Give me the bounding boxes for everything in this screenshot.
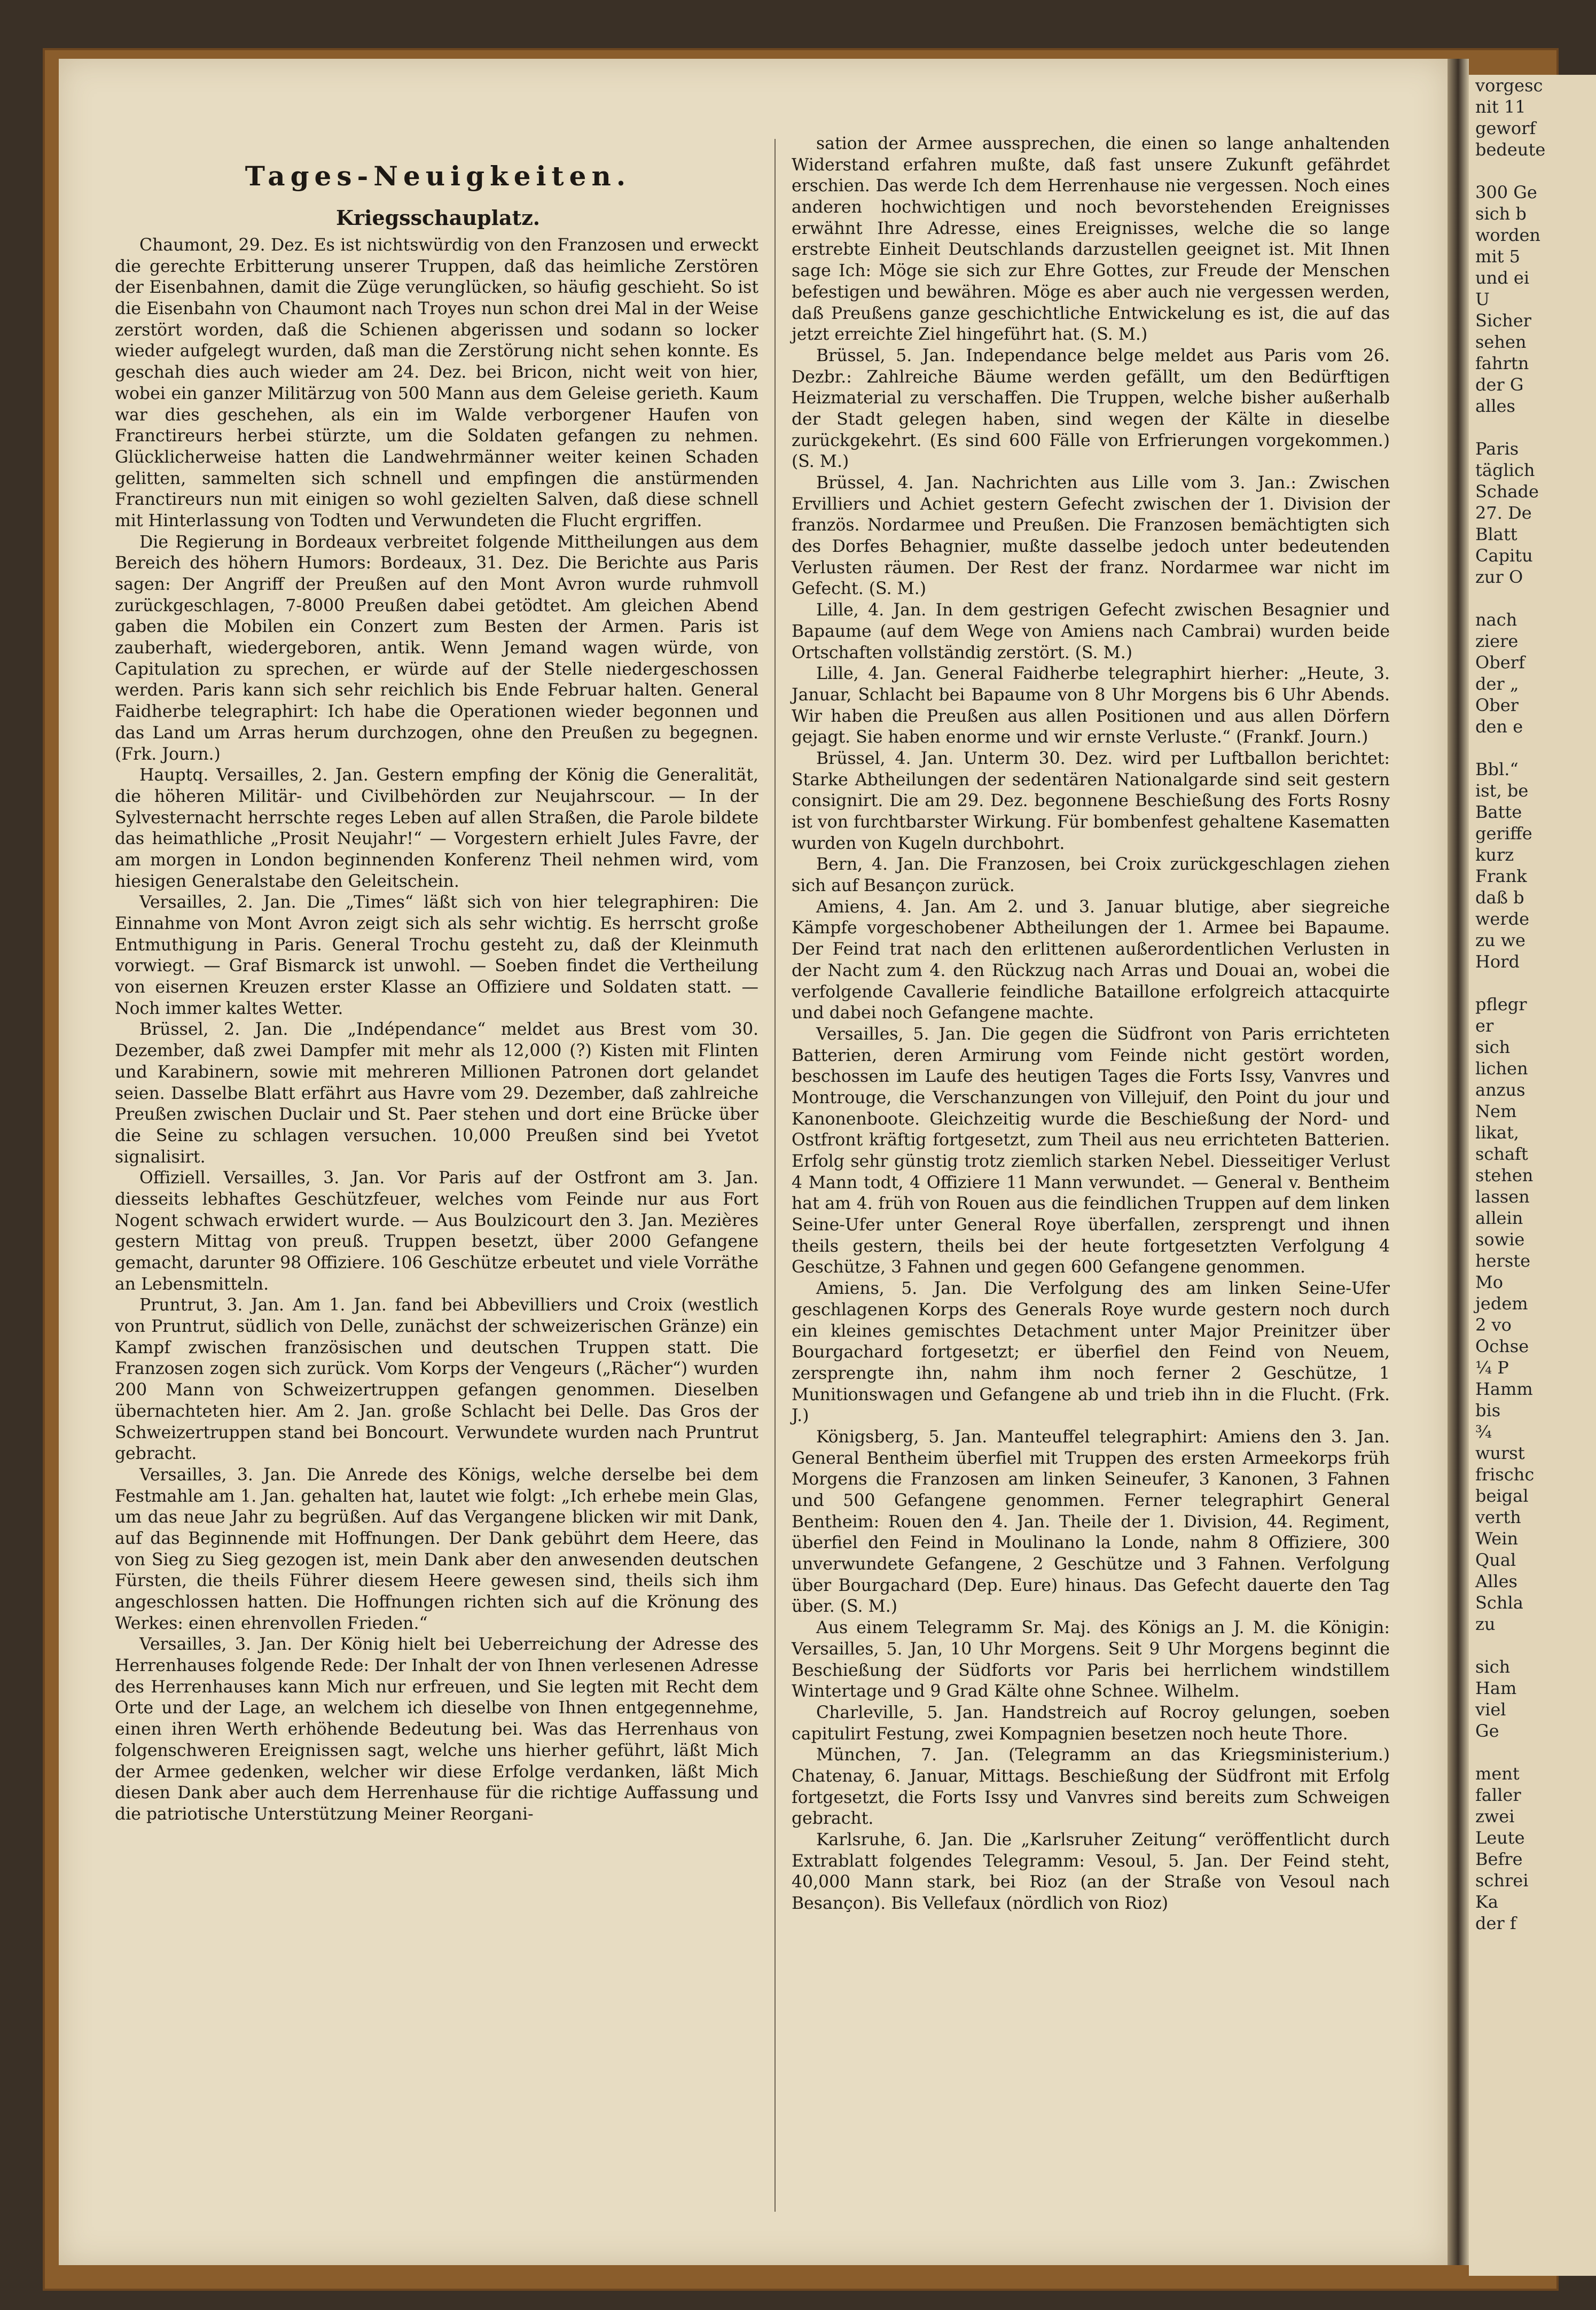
fragment-line xyxy=(1475,737,1596,759)
fragment-line: Alles xyxy=(1475,1571,1517,1591)
article-paragraph: Lille, 4. Jan. General Faidherbe telegraphirt hierher: „Heute, 3. Januar, Schlacht bei Bapaume von 8 Uhr Morgens bis 6 Uhr Abends. Wir haben die Preußen aus allen Positionen und aus allen Dörfern gejagt. Sie haben enorme und wir ernste Verluste.“ (Frankf. Journ.) xyxy=(792,664,1390,747)
fragment-line: lassen xyxy=(1475,1187,1530,1207)
fragment-line: kurz xyxy=(1475,845,1514,865)
article-paragraph: Charleville, 5. Jan. Handstreich auf Rocroy gelungen, soeben capitulirt Festung, zwei Kompagnien besetzen noch heute Thore. xyxy=(792,1703,1390,1744)
fragment-line: U xyxy=(1475,289,1490,309)
fragment-line: sich b xyxy=(1475,204,1527,224)
middle-column xyxy=(792,134,1390,1915)
fragment-line: Befre xyxy=(1475,1849,1523,1869)
fragment-line: der f xyxy=(1475,1913,1516,1933)
article-paragraph: Amiens, 4. Jan. Am 2. und 3. Januar blutige, aber siegreiche Kämpfe vorgeschobener Abtheilungen der 1. Armee bei Bapaume. Der Feind trat nach den erlittenen außerordentlichen Verlusten in der Nacht zum 4. den Rückzug nach Arras und Douai an, wobei die verfolgende Cavallerie feindliche Bataillone erfolgreich attacquirte und dabei noch Gefangene machte. xyxy=(792,897,1390,1023)
article-paragraph: München, 7. Jan. (Telegramm an das Kriegsministerium.) Chatenay, 6. Januar, Mittags. Beschießung der Südfront mit Erfolg fortgesetzt, die Forts Issy und Vanvres sind bereits zum Schweigen gebracht. xyxy=(792,1745,1390,1829)
fragment-line: zwei xyxy=(1475,1806,1515,1827)
fragment-line: fahrtn xyxy=(1475,353,1529,373)
column-divider xyxy=(774,139,776,2212)
fragment-line: faller xyxy=(1475,1785,1521,1805)
fragment-line: Ge xyxy=(1475,1721,1499,1741)
article-paragraph: Brüssel, 2. Jan. Die „Indépendance“ meldet aus Brest vom 30. Dezember, daß zwei Dampfer mit mehr als 12,000 (?) Kisten mit Flinten und Karabinern, sowie mit mehreren Millionen Patronen dort gelandet seien. Dasselbe Blatt erfährt aus Havre vom 29. Dezember, daß zahlreiche Preußen zwischen Duclair und St. Paer stehen und dort eine Brücke über die Seine zu schlagen versuchen. 10,000 Preußen sind bei Yvetot signalisirt. xyxy=(115,1020,758,1167)
article-paragraph: Offiziell. Versailles, 3. Jan. Vor Paris auf der Ostfront am 3. Jan. diesseits lebhaftes Geschützfeuer, welches vom Feinde nur aus Fort Nogent schwach erwidert wurde. — Aus Boulzicourt den 3. Jan. Mezières gestern Mittag von preuß. Truppen besetzt, über 2000 Gefangene gemacht, darunter 98 Offiziere. 106 Geschütze erbeutet und viele Vorräthe an Lebensmitteln. xyxy=(115,1168,758,1294)
fragment-line: frischc xyxy=(1475,1464,1535,1485)
fragment-line: Leute xyxy=(1475,1828,1525,1848)
fragment-line: Ham xyxy=(1475,1678,1517,1698)
article-paragraph: Die Regierung in Bordeaux verbreitet folgende Mittheilungen aus dem Bereich des höhern Humors: Bordeaux, 31. Dez. Die Berichte aus Paris sagen: Der Angriff der Preußen auf den Mont Avron wurde ruhmvoll zurückgeschlagen, 7-8000 Preußen dabei getödtet. Am gleichen Abend gaben die Mobilen ein Conzert zum Besten der Armen. Paris ist zauberhaft, wiedergeboren, antik. Wenn Jemand wagen würde, von Capitulation zu sprechen, er würde auf der Stelle niedergeschossen werden. Paris kann sich sehr reichlich bis Ende Februar halten. General Faidherbe telegraphirt: Ich habe die Operationen wieder begonnen und das Land um Arras herum durchzogen, ohne den Preußen zu begegnen. (Frk. Journ.) xyxy=(115,532,758,764)
fragment-line: Wein xyxy=(1475,1528,1519,1549)
fragment-line: sehen xyxy=(1475,332,1527,352)
fragment-line: allein xyxy=(1475,1208,1523,1228)
article-paragraph: Versailles, 5. Jan. Die gegen die Südfront von Paris errichteten Batterien, deren Armirung vom Feinde nicht gestört worden, beschossen im Laufe des heutigen Tages die Forts Issy, Vanvres und Montrouge, die Verschanzungen von Villejuif, den Point du jour und Kanonenboote. Gleichzeitig wurde die Beschießung der Nord- und Ostfront kräftig fortgesetzt, zum Theil aus neu errichteten Batterien. Erfolg sehr günstig trotz ziemlich starken Nebel. Diesseitiger Verlust 4 Mann todt, 4 Offiziere 11 Mann verwundet. — General v. Bentheim hat am 4. früh von Rouen aus die feindlichen Truppen auf dem linken Seine-Ufer unter General Roye überfallen, zersprengt und ihnen theils gestern, theils bei der heute fortgesetzten Verfolgung 4 Geschütze, 3 Fahnen und gegen 600 Gefangene genommen. xyxy=(792,1024,1390,1277)
fragment-line: 300 Ge xyxy=(1475,182,1537,202)
fragment-line: herste xyxy=(1475,1251,1531,1271)
fragment-line: Schade xyxy=(1475,481,1539,502)
article-paragraph: Hauptq. Versailles, 2. Jan. Gestern empfing der König die Generalität, die höheren Militär- und Civilbehörden zur Neujahrscour. — In der Sylvesternacht herrschte reges Leben auf allen Straßen, die Parole bildete das heimathliche „Prosit Neujahr!“ — Vorgestern erhielt Jules Favre, der am morgen in London beginnenden Konferenz Theil nehmen wird, vom hiesigen Generalstabe den Geleitschein. xyxy=(115,766,758,891)
fragment-line: ziere xyxy=(1475,631,1519,651)
article-paragraph: Chaumont, 29. Dez. Es ist nichtswürdig von den Franzosen und erweckt die gerechte Erbitterung unserer Truppen, daß das heimliche Zerstören der Eisenbahnen, damit die Züge verunglücken, so häufig geschieht. So ist die Eisenbahn von Chaumont nach Troyes nun schon drei Mal in der Weise zerstört worden, daß die Schienen abgerissen und sodann so locker wieder aufgelegt wurden, daß man die Zerstörung nicht sehen konnte. Es geschah dies auch wieder am 24. Dez. bei Bricon, nicht weit von hier, wobei ein ganzer Militärzug von 500 Mann aus dem Geleise gerieth. Kaum war dies geschehen, als ein im Walde verborgener Haufen von Franctireurs herbei stürzte, um die Soldaten gefangen zu nehmen. Glücklicherweise hatten die Landwehrmänner weiter keinen Schaden gelitten, sammelten sich schnell und empfingen die anstürmenden Franctireurs nun mit einigen so wohl gezielten Salven, daß diese schnell mit Hinterlassung von Todten und Verwundeten die Flucht ergriffen. xyxy=(115,236,758,530)
fragment-line: bedeute xyxy=(1475,139,1546,160)
next-page-edge xyxy=(1469,75,1596,2276)
next-page-text-fragments xyxy=(1475,75,1596,1934)
fragment-line: ment xyxy=(1475,1763,1520,1784)
fragment-line: zu we xyxy=(1475,930,1525,950)
fragment-line: geworf xyxy=(1475,118,1536,138)
fragment-line xyxy=(1475,1635,1596,1656)
fragment-line: werde xyxy=(1475,909,1530,929)
section-subtitle: Kriegsschauplatz. xyxy=(335,206,541,230)
fragment-line: verth xyxy=(1475,1507,1521,1527)
fragment-line: 27. De xyxy=(1475,503,1532,523)
fragment-line: vorgesc xyxy=(1475,75,1543,96)
article-paragraph: Pruntrut, 3. Jan. Am 1. Jan. fand bei Abbevilliers und Croix (westlich von Pruntrut, südlich von Delle, zunächst der schweizerischen Gränze) ein Kampf zwischen französischen und deutschen Truppen statt. Die Franzosen zogen sich zurück. Vom Korps der Vengeurs („Rächer“) wurden 200 Mann von Schweizertruppen gefangen genommen. Dieselben übernachteten hier. Am 2. Jan. große Schlacht bei Delle. Das Gros der Schweizertruppen stand bei Boncourt. Verwundete wurden nach Pruntrut gebracht. xyxy=(115,1296,758,1464)
fragment-line: Paris xyxy=(1475,439,1519,459)
fragment-line: der G xyxy=(1475,374,1524,395)
fragment-line: sich xyxy=(1475,1657,1511,1677)
article-paragraph: Amiens, 5. Jan. Die Verfolgung des am linken Seine-Ufer geschlagenen Korps des Generals Roye wurde gestern noch durch ein kleines gemischtes Detachment unter Major Preinitzer über Bourgachard fortgesetzt; er überfiel den Feind von Neuem, zersprengte ihn, nahm ihm noch ferner 2 Geschütze, 1 Munitionswagen und Gefangene ab und trieb ihn in die Flucht. (Frk. J.) xyxy=(792,1279,1390,1426)
fragment-line: stehen xyxy=(1475,1165,1534,1185)
article-paragraph: Versailles, 3. Jan. Der König hielt bei Ueberreichung der Adresse des Herrenhauses folgende Rede: Der Inhalt der von Ihnen verlesenen Adresse des Herrenhauses kann Mich nur erfreuen, und Sie legten mit Recht dem Orte und der Lage, an welchem ich dieselbe von Ihnen entgegennehme, einen ihren Werth erhöhende Bedeutung bei. Was das Herrenhaus von folgenschweren Ereignissen sagt, welche uns hierher geführt, läßt Mich der Armee gedenken, welcher wir diese Erfolge verdanken, läßt Mich diesen Dank aber auch dem Herrenhause für die richtige Auffassung und die patriotische Unterstützung Meiner Reorgani- xyxy=(115,1635,758,1824)
fragment-line: ¼ P xyxy=(1475,1357,1509,1378)
fragment-line: Ober xyxy=(1475,695,1519,715)
article-paragraph: Lille, 4. Jan. In dem gestrigen Gefecht zwischen Besagnier und Bapaume (auf dem Wege von Amiens nach Cambrai) wurden beide Ortschaften vollständig zerstört. (S. M.) xyxy=(792,600,1390,662)
left-column xyxy=(115,235,758,1825)
fragment-line: ist, be xyxy=(1475,781,1529,801)
fragment-line: anzus xyxy=(1475,1080,1525,1100)
fragment-line: zur O xyxy=(1475,567,1523,587)
fragment-line: likat, xyxy=(1475,1122,1519,1143)
fragment-line: der „ xyxy=(1475,674,1519,694)
fragment-line: Hord xyxy=(1475,951,1520,972)
fragment-line: pflegr xyxy=(1475,994,1527,1014)
fragment-line: und ei xyxy=(1475,268,1530,288)
fragment-line: Ochse xyxy=(1475,1336,1529,1356)
fragment-line: daß b xyxy=(1475,887,1524,908)
fragment-line: sich xyxy=(1475,1037,1511,1057)
fragment-line: Capitu xyxy=(1475,545,1533,566)
fragment-line xyxy=(1475,417,1596,438)
fragment-line: Nem xyxy=(1475,1101,1517,1121)
fragment-line: beigal xyxy=(1475,1486,1529,1506)
fragment-line: lichen xyxy=(1475,1058,1528,1079)
fragment-line: täglich xyxy=(1475,460,1535,480)
fragment-line: Batte xyxy=(1475,802,1522,822)
fragment-line: Bbl.“ xyxy=(1475,759,1519,779)
fragment-line: sowie xyxy=(1475,1229,1525,1250)
fragment-line: 2 vo xyxy=(1475,1315,1512,1335)
article-paragraph: Versailles, 3. Jan. Die Anrede des Königs, welche derselbe bei dem Festmahle am 1. Jan. gehalten hat, lautet wie folgt: „Ich erhebe mein Glas, um das neue Jahr zu begrüßen. Auf das Vergangene blicken wir mit Dank, auf das Beginnende mit Hoffnungen. Der Dank gebührt dem Heere, das von Sieg zu Sieg gezogen ist, mein Dank aber den anwesenden deutschen Fürsten, die theils Führer diesem Heere gewesen sind, theils sich ihm angeschlossen hatten. Die Hoffnungen richten sich auf die Krönung des Werkes: einen ehrenvollen Frieden.“ xyxy=(115,1465,758,1633)
fragment-line xyxy=(1475,160,1596,182)
fragment-line: Sicher xyxy=(1475,310,1531,331)
fragment-line: wurst xyxy=(1475,1443,1525,1463)
article-paragraph: Brüssel, 4. Jan. Unterm 30. Dez. wird per Luftballon berichtet: Starke Abtheilungen der sedentären Nationalgarde sind seit gestern consignirt. Die am 29. Dez. begonnene Beschießung des Forts Rosny ist von furchtbarster Wirkung. Für bombenfest gehaltene Kasematten wurden von Kugeln durchbohrt. xyxy=(792,748,1390,853)
fragment-line: Frank xyxy=(1475,866,1527,886)
fragment-line: Blatt xyxy=(1475,524,1517,544)
fragment-line: zu xyxy=(1475,1614,1496,1634)
fragment-line: Oberf xyxy=(1475,652,1525,673)
fragment-line: jedem xyxy=(1475,1293,1528,1314)
fragment-line: Qual xyxy=(1475,1550,1516,1570)
fragment-line: ¾ xyxy=(1475,1422,1492,1442)
article-paragraph: Brüssel, 4. Jan. Nachrichten aus Lille vom 3. Jan.: Zwischen Ervilliers und Achiet gestern Gefecht zwischen der 1. Division der französ. Nordarmee und Preußen. Die Franzosen bemächtigten sich des Dorfes Behagnier, mußte dasselbe jedoch unter bedeutenden Verlusten räumen. Der Rest der franz. Nordarmee war nicht im Gefecht. (S. M.) xyxy=(792,473,1390,599)
page-gutter xyxy=(1448,59,1469,2265)
fragment-line: mit 5 xyxy=(1475,246,1520,267)
fragment-line: alles xyxy=(1475,396,1515,416)
section-title: Tages-Neuigkeiten. xyxy=(245,160,631,192)
fragment-line: nach xyxy=(1475,610,1517,630)
fragment-line: Ka xyxy=(1475,1892,1498,1912)
fragment-line: bis xyxy=(1475,1400,1501,1421)
fragment-line: den e xyxy=(1475,716,1523,737)
article-paragraph: Brüssel, 5. Jan. Independance belge meldet aus Paris vom 26. Dezbr.: Zahlreiche Bäume werden gefällt, um den Bedürftigen Heizmaterial zu verschaffen. Die Truppen, welche bisher außerhalb der Stadt gelegen haben, sind wegen der Kälte in dieselbe zurückgekehrt. (Es sind 600 Fälle von Erfrierungen vorgekommen.) (S. M.) xyxy=(792,346,1390,472)
fragment-line xyxy=(1475,1742,1596,1763)
fragment-line xyxy=(1475,588,1596,609)
fragment-line: Mo xyxy=(1475,1272,1504,1292)
fragment-line: Schla xyxy=(1475,1593,1523,1613)
fragment-line: geriffe xyxy=(1475,823,1532,844)
fragment-line: viel xyxy=(1475,1699,1506,1720)
fragment-line: worden xyxy=(1475,225,1540,245)
fragment-line: er xyxy=(1475,1016,1494,1036)
article-paragraph: Königsberg, 5. Jan. Manteuffel telegraphirt: Amiens den 3. Jan. General Bentheim überfiel mit Truppen des ersten Armeekorps früh Morgens die Franzosen am linken Seineufer, 3 Kanonen, 3 Fahnen und 500 Gefangene genommen. Ferner telegraphirt General Bentheim: Rouen den 4. Jan. Theile der 1. Division, 44. Regiment, überfiel den Feind in Moulinano la Londe, nahm 8 Offiziere, 300 unverwundete Gefangene, 2 Geschütze und 3 Fahnen. Verfolgung über Bourgachard (Dep. Eure) hinaus. Das Gefecht dauerte den Tag über. (S. M.) xyxy=(792,1427,1390,1617)
article-paragraph: Aus einem Telegramm Sr. Maj. des Königs an J. M. die Königin: Versailles, 5. Jan, 10 Uhr Morgens. Seit 9 Uhr Morgens beginnt die Beschießung der Südforts vor Paris bei herrlichem windstillem Wintertage und 9 Grad Kälte ohne Schnee. Wilhelm. xyxy=(792,1618,1390,1702)
article-paragraph: Karlsruhe, 6. Jan. Die „Karlsruher Zeitung“ veröffentlicht durch Extrablatt folgendes Telegramm: Vesoul, 5. Jan. Der Feind steht, 40,000 Mann stark, bei Rioz (an der Straße von Vesoul nach Besançon). Bis Vellefaux (nördlich von Rioz) xyxy=(792,1830,1390,1914)
fragment-line: schrei xyxy=(1475,1870,1529,1891)
fragment-line xyxy=(1475,972,1596,994)
article-paragraph: Bern, 4. Jan. Die Franzosen, bei Croix zurückgeschlagen ziehen sich auf Besançon zurück. xyxy=(792,855,1390,896)
article-paragraph: sation der Armee aussprechen, die einen so lange anhaltenden Widerstand erfahren mußte, daß fast unsere Zukunft gefährdet erschien. Das werde Ich dem Herrenhause nie vergessen. Noch eines anderen hochwichtigen und noch bevorstehenden Ereignisses erwähnt Ihre Adresse, eines Ereignisses, welche die so lange erstrebte Einheit Deutschlands darzustellen geeignet ist. Mit Ihnen sage Ich: Möge sie sich zur Ehre Gottes, zur Freude der Menschen befestigen und bewähren. Möge es aber auch nie vergessen werden, daß Preußens ganze geschichtliche Entwickelung es ist, die auf das jetzt erreichte Ziel hingeführt hat. (S. M.) xyxy=(792,134,1390,345)
fragment-line: schaft xyxy=(1475,1144,1528,1164)
article-paragraph: Versailles, 2. Jan. Die „Times“ läßt sich von hier telegraphiren: Die Einnahme von Mont Avron zeigt sich als sehr wichtig. Es herrscht große Entmuthigung in Paris. General Trochu gesteht zu, daß der Kleinmuth vorwiegt. — Graf Bismarck ist unwohl. — Soeben findet die Vertheilung von eisernen Kreuzen erster Klasse an Offiziere und Soldaten statt. — Noch immer kaltes Wetter. xyxy=(115,893,758,1018)
fragment-line: nit 11 xyxy=(1475,97,1526,117)
fragment-line: Hamm xyxy=(1475,1379,1533,1399)
